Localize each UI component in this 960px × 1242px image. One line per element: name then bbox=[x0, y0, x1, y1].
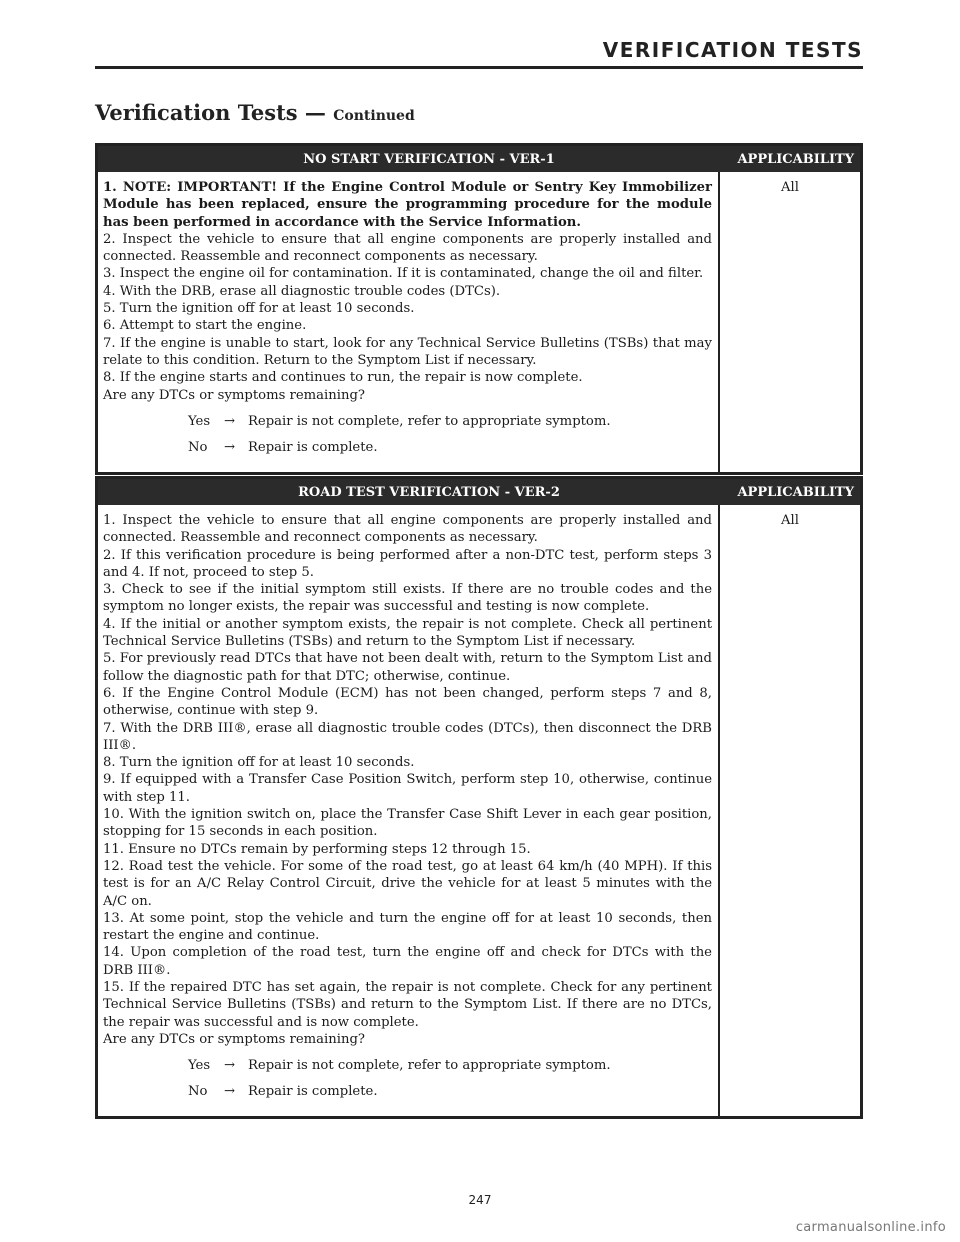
answer-label: Yes bbox=[188, 1058, 211, 1074]
arrow-icon: → bbox=[224, 413, 236, 429]
answers-list bbox=[103, 414, 712, 466]
procedure-step: 13. At some point, stop the vehicle and turn the engine off for at least 10 seconds, then restart the engine and continue. bbox=[103, 910, 712, 944]
question-text: Are any DTCs or symptoms remaining? bbox=[103, 1031, 365, 1047]
answer-text: Repair is not complete, refer to appropriate symptom. bbox=[248, 413, 611, 429]
procedure-step: 5. For previously read DTCs that have not been dealt with, return to the Symptom List and follow the diagnostic path for that DTC; otherwise, continue. bbox=[103, 651, 712, 684]
steps-list bbox=[103, 179, 712, 387]
steps-list bbox=[103, 512, 712, 1031]
answer-row bbox=[188, 440, 712, 466]
answer-label: No bbox=[188, 1084, 208, 1100]
table-title: NO START VERIFICATION - VER-1 bbox=[303, 151, 555, 167]
no-start-verification-table bbox=[95, 143, 863, 475]
arrow-icon: → bbox=[224, 439, 236, 455]
procedure-step: 9. If equipped with a Transfer Case Position Switch, perform step 10, otherwise, continue with step 11. bbox=[103, 772, 712, 805]
answer-row bbox=[188, 1058, 712, 1084]
answer-row bbox=[188, 1084, 712, 1110]
answer-label: No bbox=[188, 439, 208, 455]
procedure-step: 4. With the DRB, erase all diagnostic trouble codes (DTCs). bbox=[103, 283, 501, 299]
procedure-cell bbox=[98, 505, 720, 1116]
procedure-step: 2. If this verification procedure is being performed after a non-DTC test, perform steps 3 and 4. If not, proceed to step 5. bbox=[103, 547, 712, 580]
procedure-step: 1. NOTE: IMPORTANT! If the Engine Control Module or Sentry Key Immobilizer Module has been replaced, ensure the programming procedure for the module has been performed in accordance with the Service Information. bbox=[103, 180, 712, 230]
procedure-step: 7. With the DRB III®, erase all diagnostic trouble codes (DTCs), then disconnect the DRB III®. bbox=[103, 720, 712, 753]
applicability-header: APPLICABILITY bbox=[737, 484, 854, 500]
procedure-step: 4. If the initial or another symptom exists, the repair is not complete. Check all pertinent Technical Service Bulletins (TSBs) and return to the Symptom List if necessary. bbox=[103, 616, 712, 650]
table-title: ROAD TEST VERIFICATION - VER-2 bbox=[298, 484, 560, 500]
procedure-step: 15. If the repaired DTC has set again, the repair is not complete. Check for any pertinent Technical Service Bulletins (TSBs) and return to the Symptom List. If there are no DTCs, the repair was successful and is now complete. bbox=[103, 980, 712, 1030]
procedure-step: 3. Inspect the engine oil for contamination. If it is contaminated, change the oil and filter. bbox=[103, 266, 704, 282]
applicability-value: All bbox=[781, 180, 799, 195]
question-text: Are any DTCs or symptoms remaining? bbox=[103, 387, 365, 403]
section-title-text: Verification Tests — bbox=[95, 100, 326, 125]
section-title bbox=[95, 100, 415, 125]
procedure-step: 10. With the ignition switch on, place the Transfer Case Shift Lever in each gear position, stopping for 15 seconds in each position. bbox=[103, 807, 712, 840]
arrow-icon: → bbox=[224, 1084, 236, 1100]
procedure-step: 6. Attempt to start the engine. bbox=[103, 318, 307, 334]
answer-label: Yes bbox=[188, 413, 211, 429]
procedure-step: 6. If the Engine Control Module (ECM) has not been changed, perform steps 7 and 8, otherwise, continue with step 9. bbox=[103, 685, 712, 719]
procedure-step: 14. Upon completion of the road test, turn the engine off and check for DTCs with the DRB III®. bbox=[103, 945, 712, 978]
procedure-step: 5. Turn the ignition off for at least 10 seconds. bbox=[103, 301, 415, 317]
table-body-row bbox=[98, 172, 860, 472]
watermark: carmanualsonline.info bbox=[795, 1220, 946, 1235]
arrow-icon: → bbox=[224, 1058, 236, 1074]
procedure-step: 1. Inspect the vehicle to ensure that all engine components are properly installed and connected. Reassemble and reconnect components as necessary. bbox=[103, 513, 712, 546]
procedure-step: 12. Road test the vehicle. For some of the road test, go at least 64 km/h (40 MPH). If this test is for an A/C Relay Control Circuit, drive the vehicle for at least 5 minutes with the A/C on. bbox=[103, 858, 712, 909]
applicability-value: All bbox=[781, 513, 799, 528]
procedure-step: 7. If the engine is unable to start, look for any Technical Service Bulletins (TSBs) that may relate to this condition. Return to the Symptom List if necessary. bbox=[103, 335, 712, 368]
applicability-header: APPLICABILITY bbox=[737, 151, 854, 167]
road-test-verification-table bbox=[95, 476, 863, 1119]
procedure-cell bbox=[98, 172, 720, 472]
page-number: 247 bbox=[468, 1193, 492, 1207]
answer-text: Repair is complete. bbox=[248, 439, 378, 455]
procedure-step: 11. Ensure no DTCs remain by performing steps 12 through 15. bbox=[103, 841, 531, 857]
answer-row bbox=[188, 414, 712, 440]
table-header-row bbox=[98, 479, 860, 505]
answer-text: Repair is complete. bbox=[248, 1084, 378, 1100]
table-header-row bbox=[98, 146, 860, 172]
procedure-step: 8. If the engine starts and continues to run, the repair is now complete. bbox=[103, 370, 583, 386]
procedure-step: 2. Inspect the vehicle to ensure that all engine components are properly installed and connected. Reassemble and reconnect components as necessary. bbox=[103, 231, 712, 265]
header-rule bbox=[95, 66, 863, 69]
procedure-step: 8. Turn the ignition off for at least 10 seconds. bbox=[103, 755, 415, 771]
answer-text: Repair is not complete, refer to appropriate symptom. bbox=[248, 1058, 611, 1074]
procedure-step: 3. Check to see if the initial symptom still exists. If there are no trouble codes and the symptom no longer exists, the repair was successful and testing is now complete. bbox=[103, 582, 712, 615]
running-header-title: VERIFICATION TESTS bbox=[602, 38, 863, 62]
answers-list bbox=[103, 1058, 712, 1110]
table-body-row bbox=[98, 505, 860, 1116]
section-title-continued: Continued bbox=[333, 108, 415, 124]
